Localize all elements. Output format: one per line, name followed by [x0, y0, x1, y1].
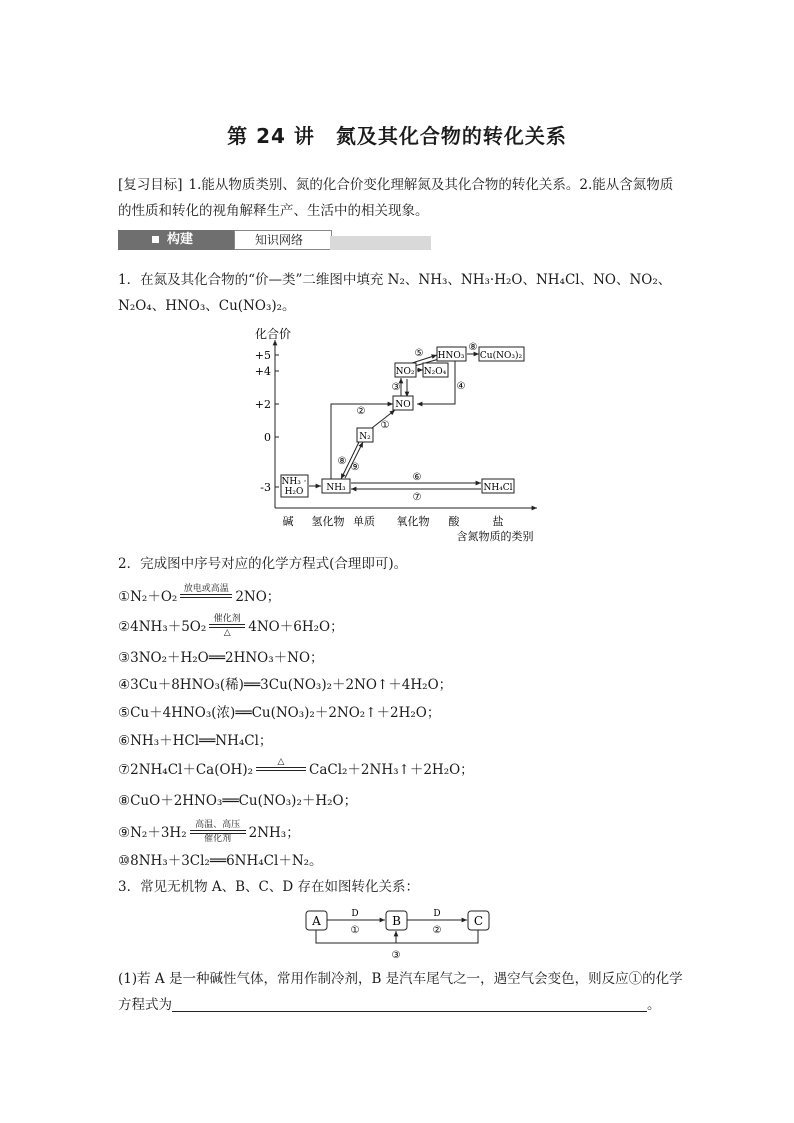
section-tab: 知识网络: [234, 230, 332, 250]
goals-text: 1.能从物质类别、氮的化合价变化理解氮及其化合物的转化关系。2.能从含氮物质的性质和转化的视角解释生产、生活中的相关现象。: [118, 177, 674, 219]
box-cuno3: Cu(NO₃)₂: [479, 351, 523, 361]
equation-rhs: 4NO＋6H₂O；: [248, 619, 344, 635]
question-3: 3．常见无机物 A、B、C、D 存在如图转化关系：: [118, 879, 419, 895]
node-a-label: A: [312, 914, 321, 928]
condition-top: 放电或高温: [183, 584, 229, 594]
section-header: [118, 230, 431, 250]
question-3-1-end: 。: [647, 997, 661, 1013]
x-tick: 氢化物: [311, 515, 345, 528]
step-label: ①: [350, 925, 360, 936]
x-axis-title: 含氮物质的类别: [456, 530, 534, 543]
reaction-label: ④: [456, 381, 466, 392]
reaction-label: ⑧: [468, 342, 478, 353]
reagent-label: D: [351, 909, 359, 919]
box-hno3: HNO₃: [437, 351, 465, 361]
equation-9: [118, 820, 300, 844]
reaction-label: ①: [380, 420, 390, 431]
section-label: 构建: [167, 232, 194, 247]
condition-top: 催化剂: [213, 614, 241, 624]
conversion-flow-diagram: [300, 905, 500, 961]
square-bullet-icon: [152, 236, 159, 243]
equation-lhs: ⑨N₂＋3H₂: [118, 825, 187, 841]
equation-lhs: ⑦2NH₄Cl＋Ca(OH)₂: [118, 762, 253, 778]
box-n2: N₂: [359, 432, 371, 442]
reaction-label: ②: [356, 406, 366, 417]
reaction-label: ⑥: [412, 472, 422, 483]
box-no2: NO₂: [395, 367, 415, 377]
equation-10: ⑩8NH₃＋3Cl₂══6NH₄Cl＋N₂。: [118, 853, 323, 869]
y-tick: +4: [254, 365, 271, 378]
answer-blank[interactable]: [172, 997, 647, 1012]
reaction-label: ⑦: [412, 492, 422, 503]
equation-4: ④3Cu＋8HNO₃(稀)══3Cu(NO₃)₂＋2NO↑＋4H₂O；: [118, 677, 453, 693]
condition-arrow: [256, 757, 306, 781]
valence-category-diagram: [245, 322, 555, 544]
reagent-label: D: [433, 909, 441, 919]
box-n2o4: N₂O₄: [423, 367, 447, 377]
reaction-label: ⑤: [414, 348, 424, 359]
x-tick: 单质: [353, 515, 375, 528]
box-nh3: NH₃: [326, 483, 346, 493]
y-tick: +5: [254, 349, 271, 362]
condition-arrow: [190, 820, 246, 844]
y-tick: 0: [264, 431, 271, 444]
box-nh3h2o: H₂O: [284, 487, 304, 497]
step-label: ③: [391, 950, 401, 961]
box-nh3h2o: NH₃ ·: [281, 477, 307, 487]
node-c-label: C: [473, 914, 484, 928]
x-tick: 酸: [448, 515, 460, 528]
equation-6: ⑥NH₃＋HCl══NH₄Cl；: [118, 733, 273, 749]
review-goals: [118, 172, 684, 224]
page-title: 第 24 讲 氮及其化合物的转化关系: [227, 124, 567, 148]
question-3-1-text: (1)若 A 是一种碱性气体，常用作制冷剂，B 是汽车尾气之一，遇空气会变色，则反应①的化学方程式为: [118, 971, 683, 1013]
section-bar-tail: [330, 236, 431, 250]
equation-1: [118, 584, 280, 608]
x-tick: 碱: [282, 515, 294, 528]
equation-lhs: ①N₂＋O₂: [118, 589, 178, 605]
reaction-label: ⑧: [337, 456, 347, 467]
condition-top: 高温、高压: [195, 820, 241, 830]
node-b-label: B: [392, 914, 401, 928]
reaction-label: ⑨: [350, 462, 360, 473]
section-label-box: [118, 230, 234, 250]
y-axis-title: 化合价: [255, 327, 292, 341]
reaction-label: ③: [391, 382, 401, 393]
box-no: NO: [395, 400, 411, 410]
step-label: ②: [432, 925, 442, 936]
condition-bottom: 催化剂: [204, 834, 232, 844]
x-tick: 盐: [492, 515, 504, 528]
box-nh4cl: NH₄Cl: [483, 483, 513, 493]
condition-arrow: [180, 584, 232, 608]
y-tick: -3: [260, 481, 271, 494]
condition-bottom: △: [223, 628, 231, 638]
equation-rhs: 2NH₃；: [248, 825, 300, 841]
equation-2: [118, 614, 344, 638]
x-tick: 氧化物: [396, 515, 430, 528]
equation-8: ⑧CuO＋2HNO₃══Cu(NO₃)₂＋H₂O；: [118, 793, 358, 809]
question-3-1: [118, 966, 684, 1018]
question-2: 2．完成图中序号对应的化学方程式(合理即可)。: [118, 556, 408, 572]
equation-7: [118, 757, 474, 781]
equation-5: ⑤Cu＋4HNO₃(浓)══Cu(NO₃)₂＋2NO₂↑＋2H₂O；: [118, 705, 441, 721]
equation-rhs: CaCl₂＋2NH₃↑＋2H₂O；: [309, 762, 474, 778]
goals-tag: [复习目标]: [118, 177, 183, 193]
y-tick: +2: [254, 398, 271, 411]
equation-3: ③3NO₂＋H₂O══2HNO₃＋NO；: [118, 650, 324, 666]
question-1: 1．在氮及其化合物的“价—类”二维图中填充 N₂、NH₃、NH₃·H₂O、NH₄Cl、NO、NO₂、N₂O₄、HNO₃、Cu(NO₃)₂。: [118, 272, 672, 314]
equation-lhs: ②4NH₃＋5O₂: [118, 619, 207, 635]
equation-rhs: 2NO；: [235, 589, 281, 605]
condition-arrow: [209, 614, 245, 638]
condition-top: △: [277, 757, 285, 767]
